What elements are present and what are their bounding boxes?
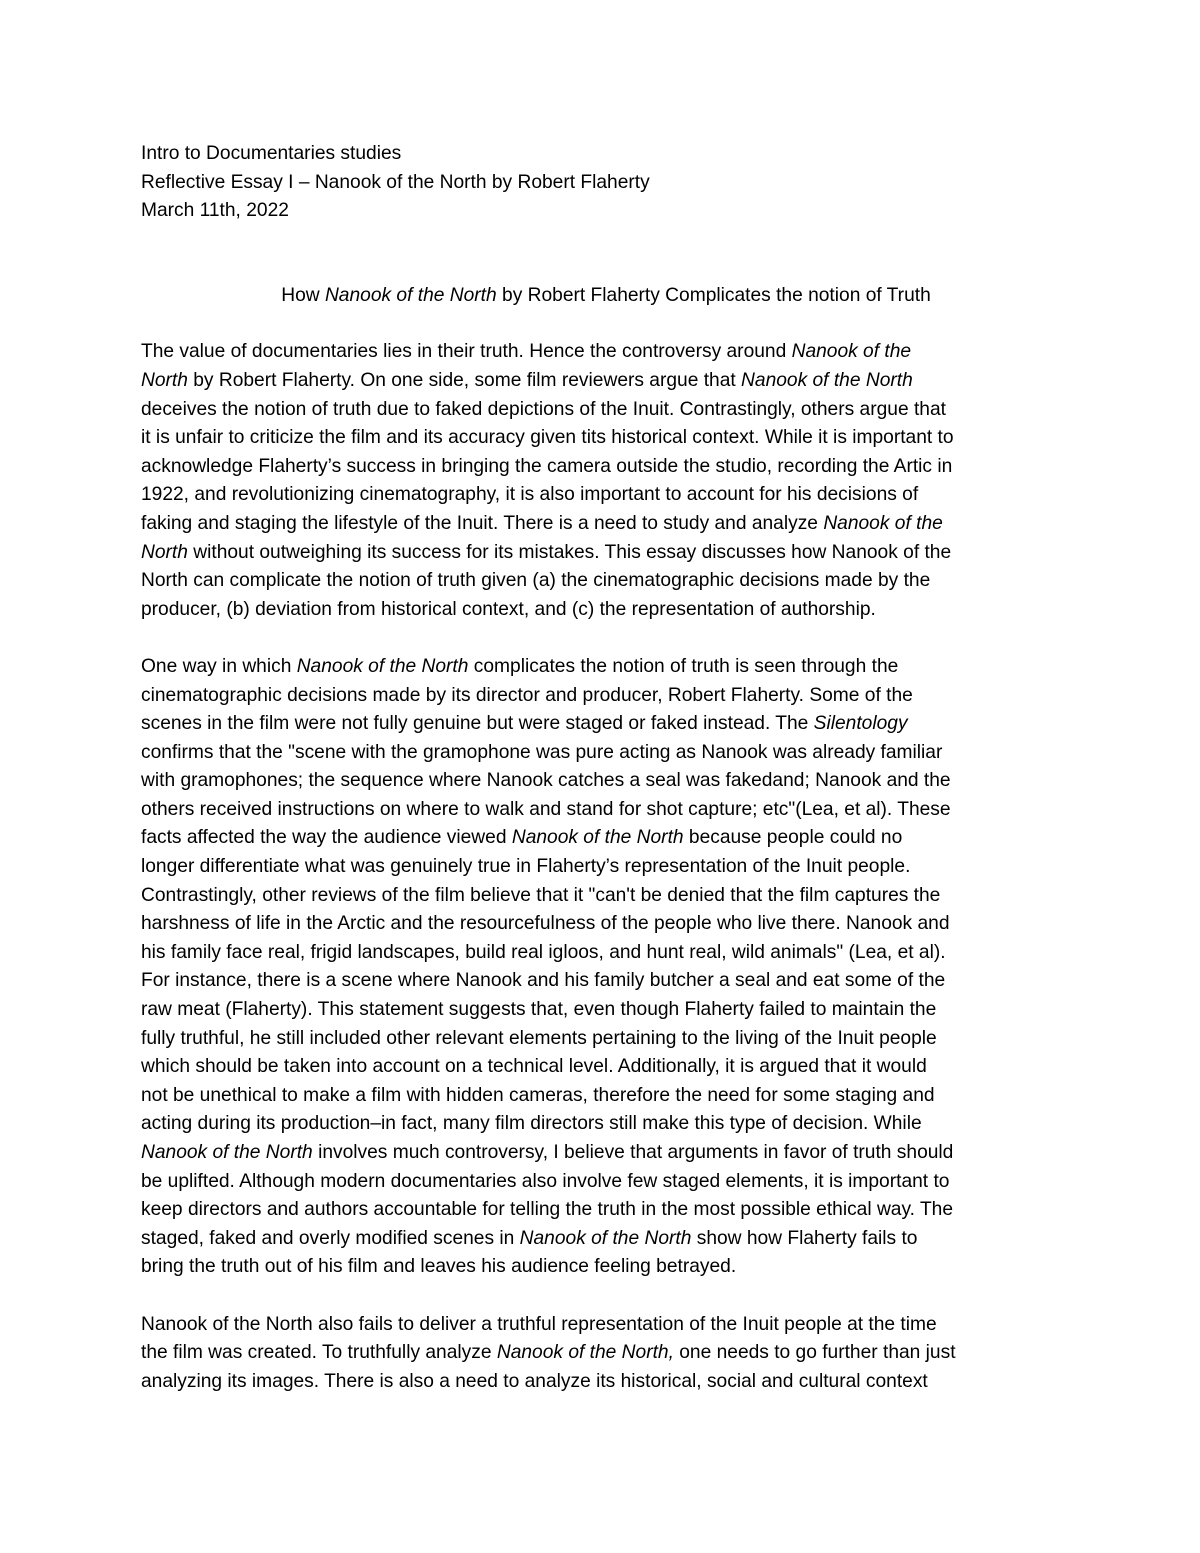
text-segment: Contrastingly, other reviews of the film believe that it "can't be denied that the film captures the <box>141 884 941 906</box>
title-film-name: Nanook of the North <box>324 284 497 306</box>
text-segment: it is unfair to criticize the film and its accuracy given tits historical context. While it is important to <box>141 427 954 449</box>
text-line <box>141 710 1071 739</box>
text-line <box>141 882 1071 911</box>
text-line <box>141 796 1071 825</box>
text-line <box>141 567 1071 596</box>
text-segment: facts affected the way the audience viewed <box>141 827 512 849</box>
title-suffix: by Robert Flaherty Complicates the notion of Truth <box>496 284 931 306</box>
essay-paragraph <box>141 338 1071 624</box>
document-date: March 11th, 2022 <box>141 200 289 222</box>
italic-text: Nanook of the North, <box>496 1342 674 1364</box>
italic-text: Nanook of the North <box>296 655 469 677</box>
text-segment: harshness of life in the Arctic and the resourcefulness of the people who live there. Nanook and <box>141 913 950 935</box>
text-line <box>141 453 1071 482</box>
text-segment: faking and staging the lifestyle of the Inuit. There is a need to study and analyze <box>141 512 824 534</box>
assignment-title: Reflective Essay I – Nanook of the North by Robert Flaherty <box>141 171 650 193</box>
text-segment: acknowledge Flaherty’s success in bringing the camera outside the studio, recording the Artic in <box>141 455 953 477</box>
text-segment: acting during its production–in fact, many film directors still make this type of decision. While <box>141 1113 922 1135</box>
italic-text: North <box>141 369 188 391</box>
text-line <box>141 739 1071 768</box>
text-segment: Nanook of the North also fails to deliver a truthful representation of the Inuit people at the time <box>141 1313 937 1335</box>
text-line <box>141 1339 1071 1368</box>
italic-text: Nanook of the North <box>141 1142 313 1163</box>
text-line <box>141 682 1071 711</box>
text-segment: keep directors and authors accountable for telling the truth in the most possible ethical way. The <box>141 1199 954 1221</box>
text-line <box>141 539 1071 568</box>
text-line <box>141 910 1071 939</box>
essay-body <box>141 338 1071 1396</box>
text-line <box>141 510 1071 539</box>
text-line <box>141 939 1071 968</box>
italic-text: Silentology <box>813 713 908 735</box>
text-segment: with gramophones; the sequence where Nanook catches a seal was fakedand; Nanook and the <box>141 770 951 792</box>
text-segment: scenes in the film were not fully genuine but were staged or faked instead. The <box>141 713 814 735</box>
text-segment: which should be taken into account on a technical level. Additionally, it is argued that it would <box>141 1056 927 1078</box>
text-line <box>141 1053 1071 1082</box>
text-segment: the film was created. To truthfully analyze <box>141 1342 497 1364</box>
text-segment: cinematographic decisions made by its director and producer, Robert Flaherty. Some of the <box>141 684 913 706</box>
text-segment: longer differentiate what was genuinely true in Flaherty’s representation of the Inuit people. <box>141 856 911 878</box>
text-line <box>141 767 1071 796</box>
text-line <box>141 1139 1071 1168</box>
text-segment: analyzing its images. There is also a need to analyze its historical, social and cultural context <box>141 1370 928 1392</box>
italic-text: Nanook of the North <box>519 1227 692 1249</box>
essay-title <box>141 282 1071 311</box>
text-line <box>141 996 1071 1025</box>
text-segment: The value of documentaries lies in their truth. Hence the controversy around <box>141 341 792 363</box>
text-segment: because people could no <box>683 827 903 849</box>
text-line <box>141 596 1071 625</box>
text-segment: fully truthful, he still included other relevant elements pertaining to the living of the Inuit people <box>141 1027 937 1049</box>
text-line <box>141 653 1071 682</box>
text-line <box>141 1311 1071 1340</box>
text-segment: his family face real, frigid landscapes, build real igloos, and hunt real, wild animals" (Lea, et al). <box>141 941 946 963</box>
text-segment: show how Flaherty fails to <box>691 1227 918 1249</box>
course-name: Intro to Documentaries studies <box>141 143 402 164</box>
text-line <box>141 367 1071 396</box>
text-segment: raw meat (Flaherty). This statement suggests that, even though Flaherty failed to maintain the <box>141 999 937 1021</box>
text-segment: involves much controversy, I believe that arguments in favor of truth should <box>312 1142 954 1163</box>
document-header <box>141 140 1071 226</box>
text-line <box>141 338 1071 367</box>
text-line <box>141 481 1071 510</box>
essay-paragraph <box>141 1311 1071 1397</box>
italic-text: Nanook of the North <box>741 369 913 391</box>
text-line <box>141 824 1071 853</box>
title-prefix: How <box>281 284 325 306</box>
text-line <box>141 396 1071 425</box>
text-line <box>141 1082 1071 1111</box>
text-segment: 1922, and revolutionizing cinematography, it is also important to account for his decisions of <box>141 484 919 506</box>
text-line <box>141 1253 1071 1282</box>
text-segment: For instance, there is a scene where Nanook and his family butcher a seal and eat some of the <box>141 970 946 992</box>
text-line <box>141 1168 1071 1197</box>
text-segment: producer, (b) deviation from historical context, and (c) the representation of authorship. <box>141 598 876 620</box>
text-segment: be uplifted. Although modern documentaries also involve few staged elements, it is important to <box>141 1170 950 1192</box>
text-line <box>141 1225 1071 1254</box>
text-segment: deceives the notion of truth due to faked depictions of the Inuit. Contrastingly, others argue that <box>141 398 946 420</box>
document-page <box>141 140 1071 1396</box>
essay-paragraph <box>141 653 1071 1282</box>
text-line <box>141 853 1071 882</box>
text-segment: by Robert Flaherty. On one side, some film reviewers argue that <box>187 369 742 391</box>
text-segment: not be unethical to make a film with hidden cameras, therefore the need for some staging and <box>141 1084 935 1106</box>
italic-text: Nanook of the <box>791 341 912 363</box>
italic-text: Nanook of the <box>823 512 943 534</box>
text-segment: North can complicate the notion of truth given (a) the cinematographic decisions made by the <box>141 570 931 592</box>
text-line <box>141 1196 1071 1225</box>
text-line <box>141 967 1071 996</box>
text-line <box>141 1110 1071 1139</box>
text-line <box>141 1025 1071 1054</box>
text-line <box>141 1368 1071 1397</box>
text-segment: others received instructions on where to walk and stand for shot capture; etc"(Lea, et al). These <box>141 798 951 820</box>
italic-text: North <box>141 541 188 563</box>
text-segment: without outweighing its success for its mistakes. This essay discusses how Nanook of the <box>187 541 952 563</box>
text-segment: bring the truth out of his film and leaves his audience feeling betrayed. <box>141 1256 737 1278</box>
italic-text: Nanook of the North <box>511 827 684 849</box>
text-segment: one needs to go further than just <box>673 1342 956 1364</box>
text-segment: complicates the notion of truth is seen through the <box>468 655 899 677</box>
text-line <box>141 424 1071 453</box>
text-segment: One way in which <box>141 655 297 677</box>
text-segment: staged, faked and overly modified scenes in <box>141 1227 520 1249</box>
text-segment: confirms that the "scene with the gramophone was pure acting as Nanook was already familiar <box>141 741 943 763</box>
